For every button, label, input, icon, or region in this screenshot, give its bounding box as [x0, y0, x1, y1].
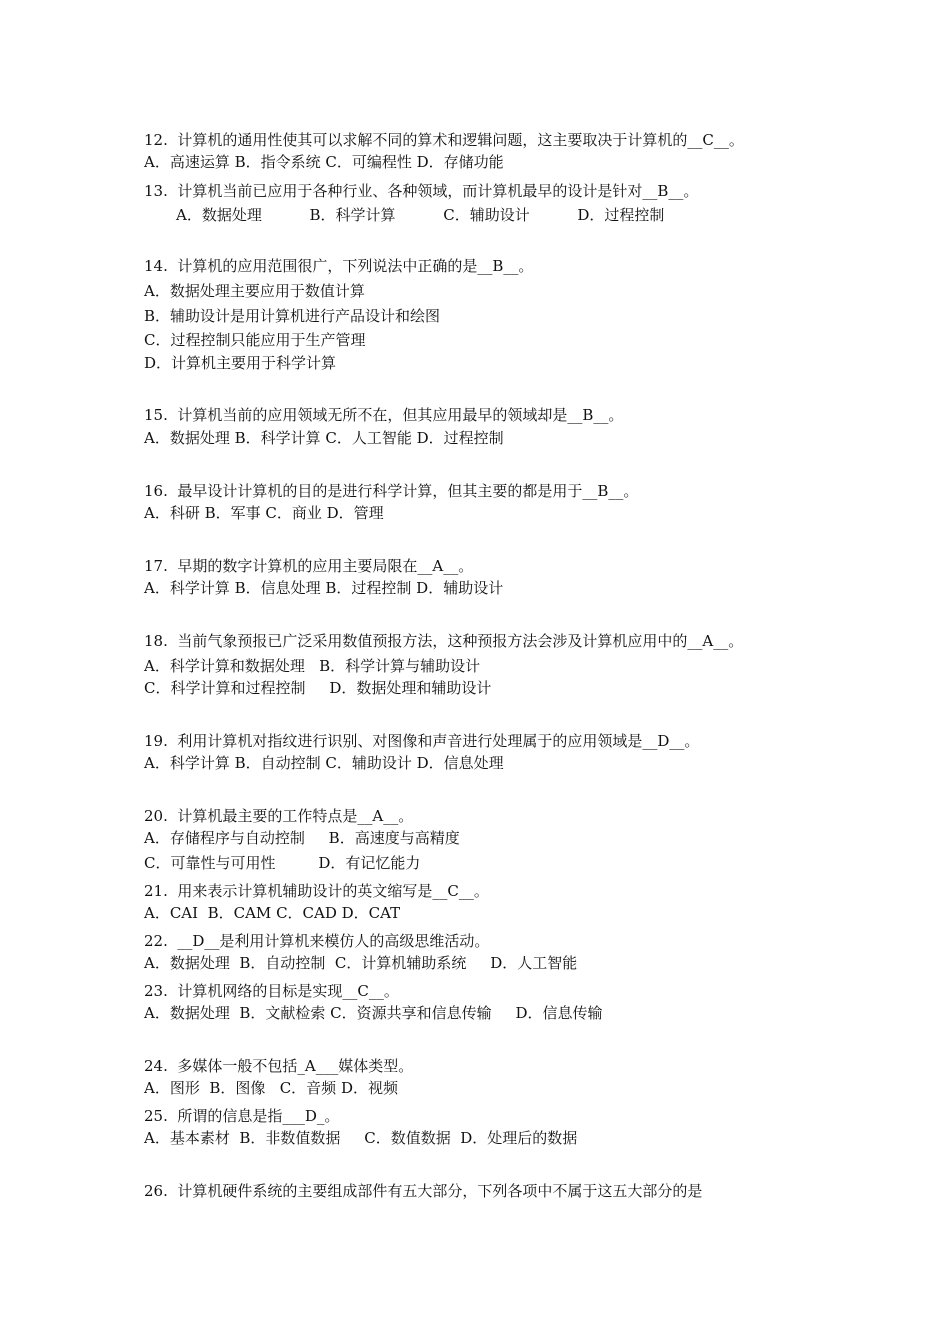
question-14: 14. 计算机的应用范围很广，下列说法中正确的是__B__。 [144, 257, 534, 275]
option-14-c: C．过程控制只能应用于生产管理 [144, 331, 366, 349]
options-20-cd: C．可靠性与可用性 D．有记忆能力 [144, 854, 421, 872]
options-13: A．数据处理 B．科学计算 C．辅助设计 D．过程控制 [176, 206, 665, 224]
question-17: 17. 早期的数字计算机的应用主要局限在__A__。 [144, 557, 474, 575]
options-19: A．科学计算 B．自动控制 C．辅助设计 D．信息处理 [144, 754, 504, 772]
options-21: A．CAI B．CAM C．CAD D．CAT [144, 904, 401, 922]
option-14-b: B．辅助设计是用计算机进行产品设计和绘图 [144, 307, 441, 325]
options-23: A．数据处理 B．文献检索 C．资源共享和信息传输 D．信息传输 [144, 1004, 603, 1022]
question-25: 25. 所谓的信息是指___D_。 [144, 1107, 340, 1125]
options-20-ab: A．存储程序与自动控制 B．高速度与高精度 [144, 829, 460, 847]
options-25: A．基本素材 B．非数值数据 C．数值数据 D．处理后的数据 [144, 1129, 578, 1147]
option-14-a: A．数据处理主要应用于数值计算 [144, 282, 365, 300]
options-18-cd: C．科学计算和过程控制 D．数据处理和辅助设计 [144, 679, 492, 697]
question-21: 21. 用来表示计算机辅助设计的英文缩写是__C__。 [144, 882, 489, 900]
question-20: 20. 计算机最主要的工作特点是__A__。 [144, 807, 414, 825]
options-22: A．数据处理 B．自动控制 C．计算机辅助系统 D．人工智能 [144, 954, 578, 972]
options-16: A．科研 B．军事 C．商业 D．管理 [144, 504, 384, 522]
question-18: 18. 当前气象预报已广泛采用数值预报方法，这种预报方法会涉及计算机应用中的__A__。 [144, 632, 744, 650]
option-14-d: D．计算机主要用于科学计算 [144, 354, 337, 372]
question-26: 26. 计算机硬件系统的主要组成部件有五大部分，下列各项中不属于这五大部分的是 [144, 1182, 703, 1200]
options-12: A．高速运算 B．指令系统 C．可编程性 D．存储功能 [144, 153, 504, 171]
options-24: A．图形 B．图像 C．音频 D．视频 [144, 1079, 398, 1097]
question-12: 12. 计算机的通用性使其可以求解不同的算术和逻辑问题，这主要取决于计算机的__C__。 [144, 131, 744, 149]
question-24: 24. 多媒体一般不包括_A___媒体类型。 [144, 1057, 414, 1075]
question-13: 13. 计算机当前已应用于各种行业、各种领域，而计算机最早的设计是针对__B__。 [144, 182, 699, 200]
question-22: 22. __D__是利用计算机来模仿人的高级思维活动。 [144, 932, 490, 950]
question-16: 16. 最早设计计算机的目的是进行科学计算，但其主要的都是用于__B__。 [144, 482, 639, 500]
question-23: 23. 计算机网络的目标是实现__C__。 [144, 982, 399, 1000]
options-15: A．数据处理 B．科学计算 C．人工智能 D．过程控制 [144, 429, 504, 447]
options-18-ab: A．科学计算和数据处理 B．科学计算与辅助设计 [144, 657, 481, 675]
options-17: A．科学计算 B．信息处理 B．过程控制 D．辅助设计 [144, 579, 504, 597]
question-15: 15. 计算机当前的应用领域无所不在，但其应用最早的领域却是__B__。 [144, 406, 624, 424]
question-19: 19. 利用计算机对指纹进行识别、对图像和声音进行处理属于的应用领域是__D__。 [144, 732, 700, 750]
